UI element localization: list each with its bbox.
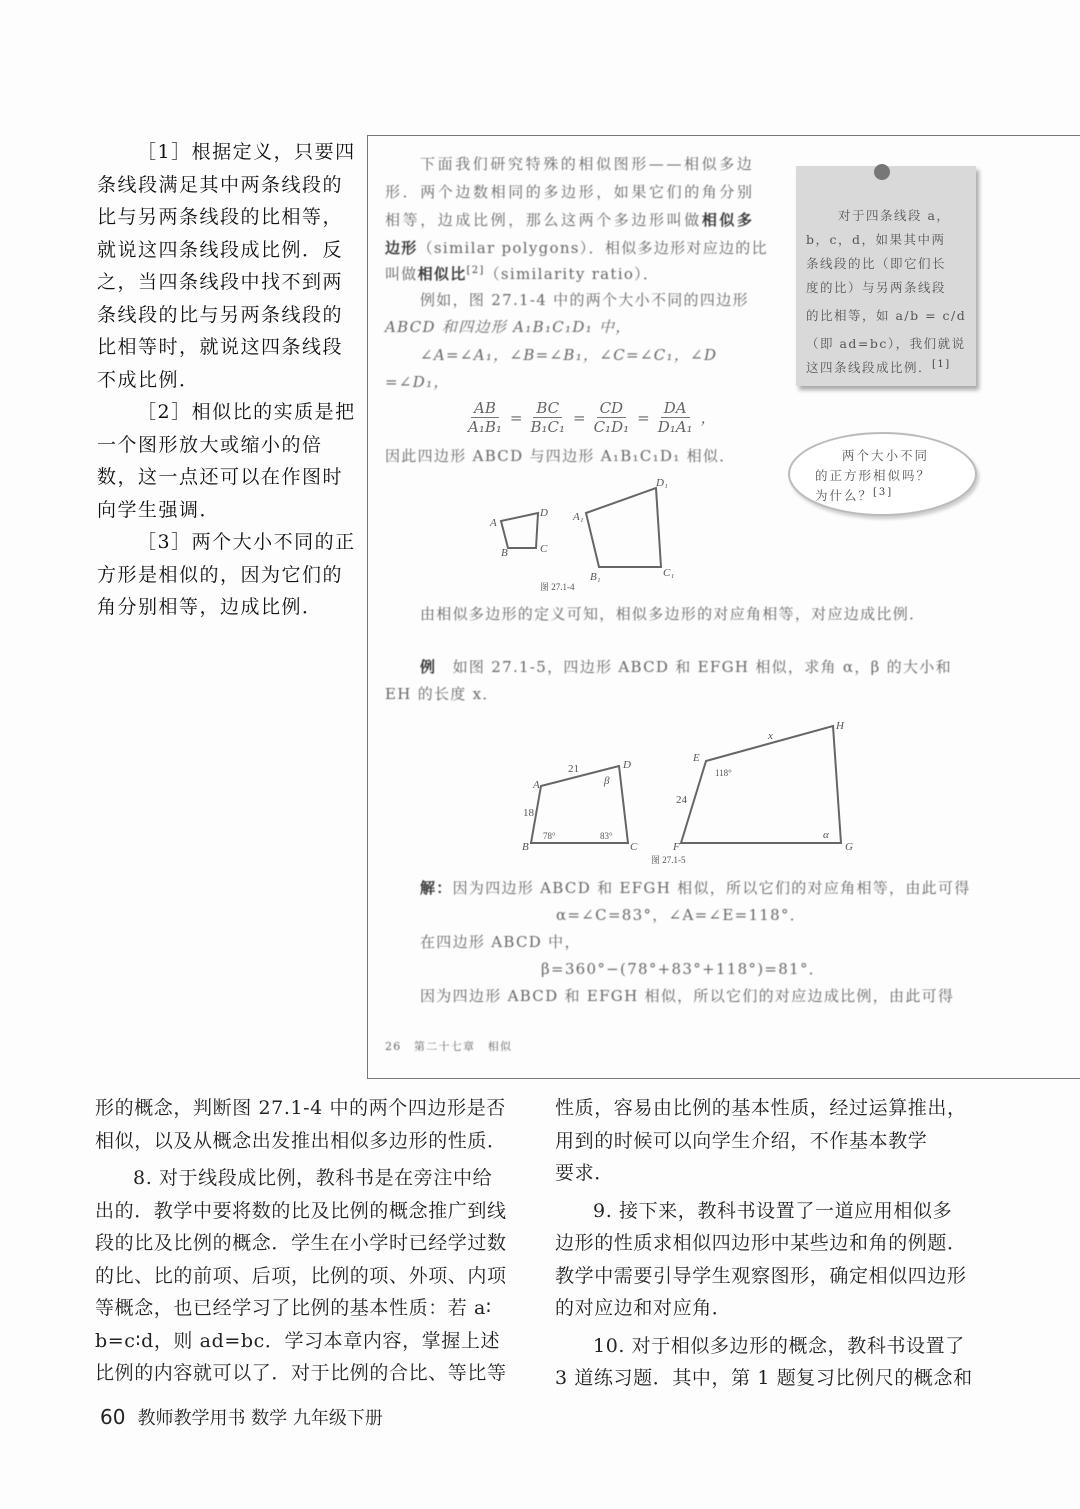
label: D₁ [656,477,668,489]
text-line: ［3］两个大小不同的正 [137,531,356,553]
text-span: 相等，边成比例，那么这两个多边形叫做 [385,211,702,229]
text-line: 等概念，也已经学习了比例的基本性质：若 a∶ [95,1297,492,1319]
text-line: b=c∶d，则 ad=bc．学习本章内容，掌握上述 [95,1329,501,1352]
text-line: 段的比及比例的概念．学生在小学时已经学过数 [95,1232,507,1254]
text-line: 就说这四条线段成比例．反 [97,238,344,261]
label: D [623,759,631,771]
figure-caption: 图 27.1-5 [651,855,686,865]
text-line: （即 ad=bc），我们就说 [806,336,966,351]
text-line: 条线段满足其中两条线段的 [97,173,344,196]
annotation-2 [97,396,367,526]
side-label: 21 [568,763,579,775]
footnote-ref-3[interactable]: [3] [873,486,894,498]
text-line: β=360°−(78°+83°+118°)=81°． [541,960,826,978]
solution-label: 解： [420,879,453,897]
label: A [533,779,540,791]
angle-label: 78° [543,831,556,841]
text-span: （similar polygons）．相似多边形对应边的比 [417,239,768,257]
text-line: 比相等时，就说这四条线段 [97,336,344,358]
text-line: 由相似多边形的定义可知，相似多边形的对应角相等，对应边成比例． [420,605,926,623]
numerator: BC [533,399,562,418]
text-line: 的正方形相似吗？ [815,468,932,483]
side-label: 24 [676,794,687,806]
label: A₁ [573,511,584,523]
denominator: A₁B₁ [468,418,502,436]
text-line: ［2］相似比的实质是把 [137,401,356,423]
text-line: 例如，图 27.1-4 中的两个大小不同的四边形 [420,291,749,309]
angle-label: β [604,775,610,787]
text-line: 用到的时候可以向学生介绍，不作基本教学 [555,1129,928,1152]
page-footer [100,1404,383,1430]
figure-caption: 图 27.1-4 [540,582,575,592]
text-line: 8. 对于线段成比例，教科书是在旁注中给 [133,1167,493,1189]
inset-page-footer: 26 第二十七章 相似 [385,1040,513,1053]
label: E [693,752,700,764]
annotations-column [97,136,367,624]
denominator: C₁D₁ [593,418,630,436]
label: C [630,841,638,853]
label: D [540,507,548,519]
text-line: 一个图形放大或缩小的倍 [97,433,323,456]
figure-27-1-4-small-quad [501,513,538,548]
figure-27-1-5-efgh [681,726,841,843]
text-line: ∠A=∠A₁，∠B=∠B₁，∠C=∠C₁，∠D [420,346,718,364]
label: B [501,547,508,559]
numerator: CD [597,399,627,418]
text-line: 的对应边和对应角． [555,1297,732,1319]
text-span: 因为四边形 ABCD 和 EFGH 相似，所以它们的对应角相等，由此可得 [452,879,971,897]
text-line [806,358,951,376]
footnote-ref-1[interactable]: [1] [932,358,951,370]
text-line: ABCD 和四边形 A₁B₁C₁D₁ 中， [385,318,632,336]
text-line: 方形是相似的，因为它们的 [97,563,344,586]
label: G [845,841,853,853]
text-line: 比例的内容就可以了．对于比例的合比、等比等 [95,1362,507,1384]
side-label: 18 [523,807,534,819]
text-line: 3 道练习题．其中，第 1 题复习比例尺的概念和 [555,1367,973,1389]
text-line: 数，这一点还可以在作图时 [97,466,344,488]
text-line: 边形的性质求相似四边形中某些边和角的例题． [555,1232,967,1254]
text-line: 相似，以及从概念出发推出相似多边形的性质． [95,1129,507,1152]
text-line: 形．两个边数相同的多边形，如果它们的角分别 [385,183,755,201]
angle-label: 83° [600,831,613,841]
book-title: 教师教学用书 数学 九年级下册 [137,1408,383,1429]
text-line: 角分别相等，边成比例． [97,596,323,618]
label: H [836,720,844,732]
footnote-ref-2[interactable]: [2] [466,265,485,276]
text-line: 条线段的比（即它们长 [806,256,947,271]
label: A [490,517,497,529]
text-span: 这四条线段成比例． [806,360,933,375]
annotation-3 [97,526,367,624]
figure-27-1-4-large-quad [586,488,661,567]
text-line: =∠D₁， [385,373,450,391]
pin-icon [874,164,890,180]
text-span: 如图 27.1-5，四边形 ABCD 和 EFGH 相似，求角 α，β 的大小和 [452,658,952,676]
text-line: 之，当四条线段中找不到两 [97,271,344,293]
text-line: 对于四条线段 a， [838,208,951,223]
text-line: b，c，d，如果其中两 [806,232,946,247]
body-left-column [95,1092,507,1390]
angle-label: α [823,829,829,841]
ratio-equation: $\frac{AB}{\text{A₁B₁}}$ = $\frac{BC}{\text{B₁C₁}}$ = $\frac{CD}{\text{C₁D₁}}$ = $\frac{DA}{\text{D₁A₁}}$ ， [468,399,716,436]
text-line: 下面我们研究特殊的相似图形——相似多边 [420,155,755,173]
margin-note [796,166,976,386]
body-right-column [555,1092,973,1395]
text-line: 条线段的比与另两条线段的 [97,303,344,326]
text-line: 因为四边形 ABCD 和 EFGH 相似，所以它们的对应边成比例，由此可得 [420,987,955,1005]
text-line [815,486,893,504]
text-line: 形的概念，判断图 27.1-4 中的两个四边形是否 [95,1097,506,1119]
side-label: x [768,730,773,742]
text-line: 的比、比的前项、后项，比例的项、外项、内项 [95,1264,507,1287]
page-number: 60 [100,1405,126,1429]
text-line: 9. 接下来，教科书设置了一道应用相似多 [593,1199,953,1222]
text-line: 在四边形 ABCD 中， [420,933,581,951]
label: F [673,841,680,853]
text-line: ［1］根据定义，只要四 [137,141,356,163]
annotation-1 [97,136,367,396]
text-line: 向学生强调． [97,498,221,521]
label: B [522,841,529,853]
text-line: 10. 对于相似多边形的概念，教科书设置了 [593,1334,965,1357]
text-line: α=∠C=83°，∠A=∠E=118°． [556,906,807,924]
text-line: 性质，容易由比例的基本性质，经过运算推出， [555,1097,967,1119]
text-span: 叫做 [385,265,418,283]
angle-label: 118° [715,768,732,778]
term-similar-polygons-cont: 边形 [385,239,418,257]
text-span: （similarity ratio）． [484,265,660,283]
text-line: 因此四边形 ABCD 与四边形 A₁B₁C₁D₁ 相似． [385,447,736,465]
text-line [420,877,971,898]
label: C₁ [663,567,675,579]
text-line: 不成比例． [97,368,200,391]
term-similarity-ratio: 相似比 [417,265,467,283]
text-line: 要求． [555,1162,614,1184]
numerator: AB [471,399,499,418]
term-similar-polygons: 相似多 [701,211,755,229]
label: B₁ [590,571,601,583]
text-line: 出的．教学中要将数的比及比例的概念推广到线 [95,1199,507,1222]
thought-bubble [788,432,977,516]
textbook-page-inset [367,135,1080,1079]
text-line [420,656,952,677]
text-line: 教学中需要引导学生观察图形，确定相似四边形 [555,1264,967,1287]
text-line: EH 的长度 x． [385,685,499,703]
text-line: 比与另两条线段的比相等， [97,206,344,228]
text-line: 度的比）与另两条线段 [806,280,947,295]
label: C [540,543,548,555]
denominator: B₁C₁ [530,418,565,436]
text-line: 的比相等，如 a/b = c/d [806,308,967,323]
text-span: 为什么？ [815,488,874,503]
denominator: D₁A₁ [657,418,693,436]
example-label: 例 [420,658,437,676]
text-line: 两个大小不同 [842,448,930,463]
numerator: DA [661,399,690,418]
